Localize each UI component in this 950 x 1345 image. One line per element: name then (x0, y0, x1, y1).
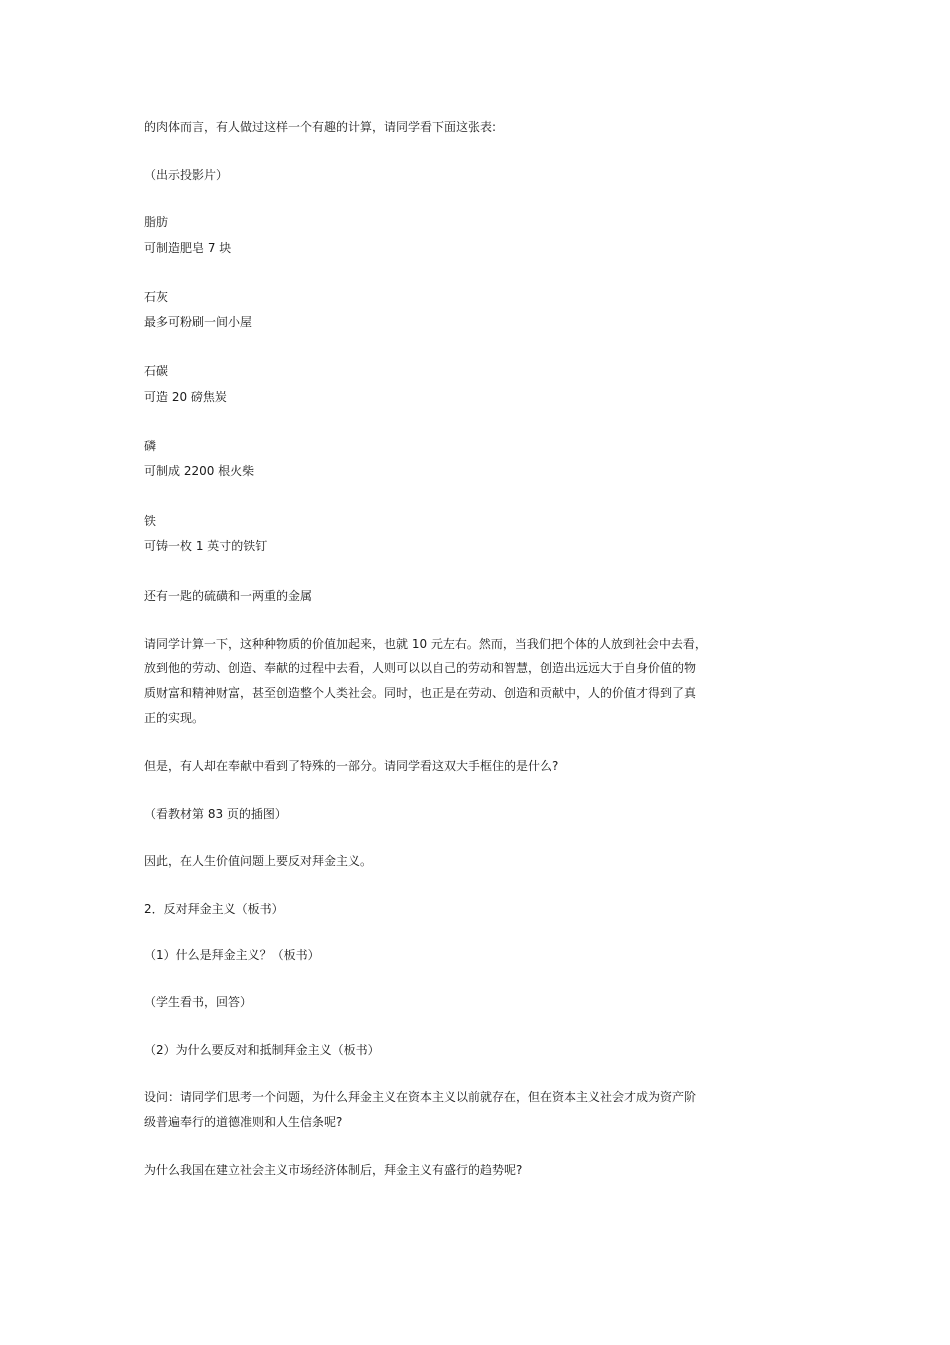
text-line: 为什么我国在建立社会主义市场经济体制后，拜金主义有盛行的趋势呢? (144, 1163, 523, 1177)
text-line: 级普遍奉行的道德准则和人生信条呢? (144, 1115, 343, 1129)
text-line: 铁 (144, 514, 157, 528)
text-line: 放到他的劳动、创造、奉献的过程中去看，人则可以以自己的劳动和智慧，创造出远远大于自身价值的物 (144, 661, 697, 675)
text-line: 因此，在人生价值问题上要反对拜金主义。 (144, 854, 373, 868)
text-line: （学生看书，回答） (144, 995, 253, 1009)
text-line: （出示投影片） (144, 168, 229, 182)
text-line: （2）为什么要反对和抵制拜金主义（板书） (144, 1043, 380, 1057)
text-line: 脂肪 (144, 215, 169, 229)
text-line: 可铸一枚 1 英寸的铁钉 (144, 539, 268, 553)
text-line: 正的实现。 (144, 711, 205, 725)
text-line: 但是，有人却在奉献中看到了特殊的一部分。请同学看这双大手框住的是什么? (144, 759, 559, 773)
text-line: （看教材第 83 页的插图） (144, 807, 287, 821)
text-line: 还有一匙的硫磺和一两重的金属 (144, 589, 313, 603)
text-line: （1）什么是拜金主义？（板书） (144, 948, 320, 962)
text-line: 石灰 (144, 290, 169, 304)
text-line: 可造 20 磅焦炭 (144, 390, 227, 404)
text-line: 可制成 2200 根火柴 (144, 464, 255, 478)
text-line: 磷 (144, 439, 157, 453)
text-line: 2．反对拜金主义（板书） (144, 902, 284, 916)
text-line: 石碳 (144, 364, 169, 378)
text-line: 可制造肥皂 7 块 (144, 241, 232, 255)
text-line: 的肉体而言，有人做过这样一个有趣的计算，请同学看下面这张表: (144, 120, 497, 134)
text-line: 请同学计算一下，这种种物质的价值加起来，也就 10 元左右。然而，当我们把个体的人放到社会中去看， (144, 637, 707, 651)
text-line: 最多可粉刷一间小屋 (144, 315, 253, 329)
text-line: 设问：请同学们思考一个问题，为什么拜金主义在资本主义以前就存在，但在资本主义社会才成为资产阶 (144, 1090, 697, 1104)
text-line: 质财富和精神财富，甚至创造整个人类社会。同时，也正是在劳动、创造和贡献中，人的价值才得到了真 (144, 686, 697, 700)
